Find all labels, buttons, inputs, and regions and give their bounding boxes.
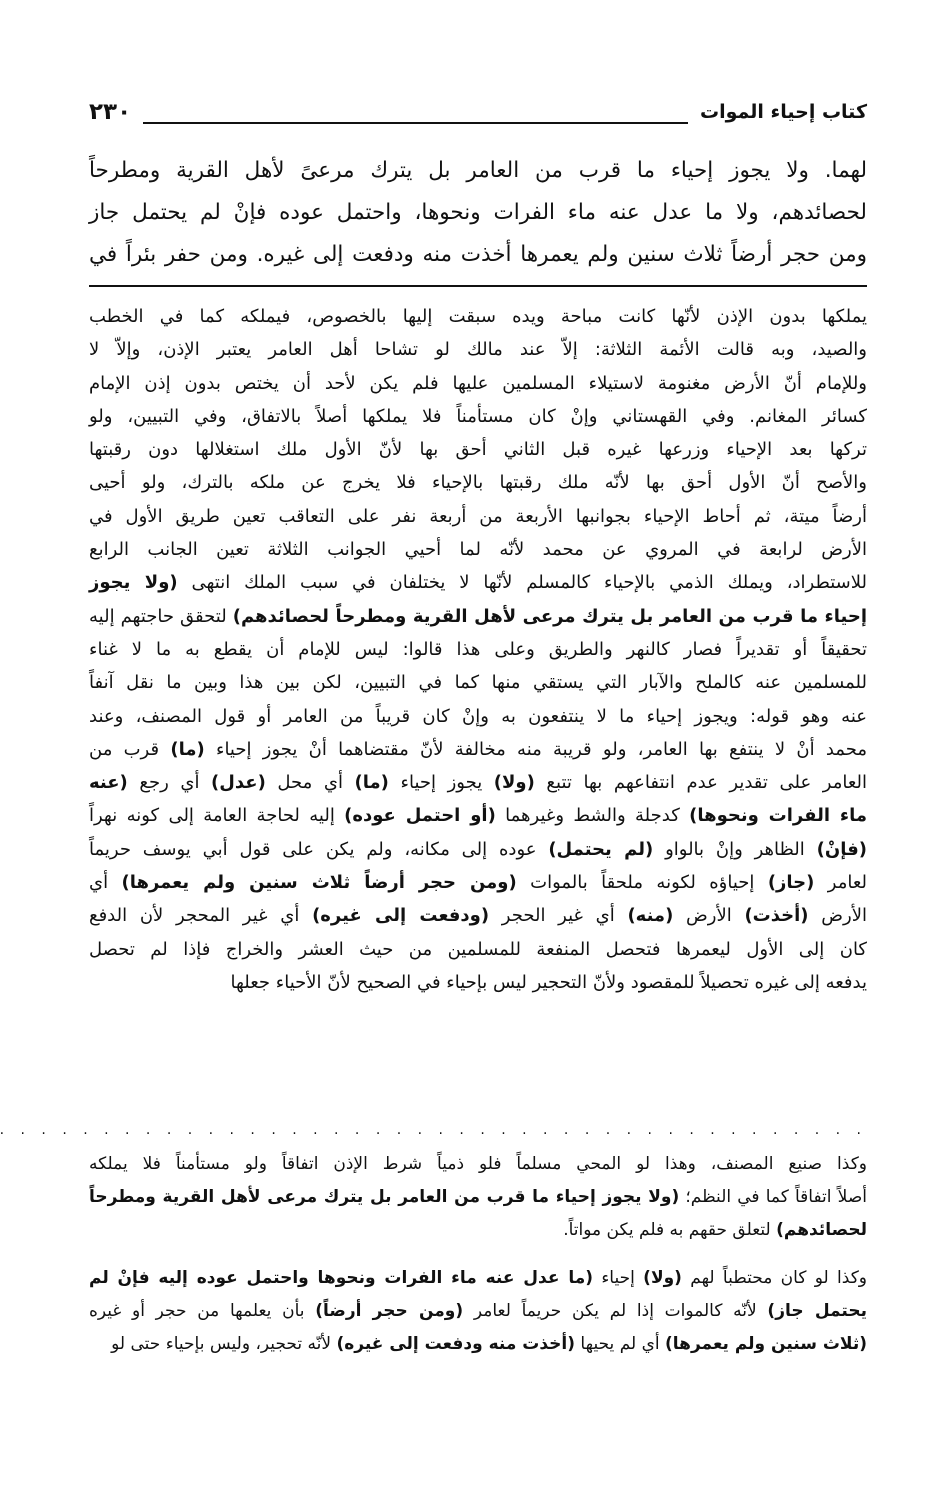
matn-quote: (منه) — [627, 905, 674, 927]
line-segment: وكذا لو كان محتطباً لهم — [681, 1268, 867, 1288]
footnote-paragraph-2 — [89, 1262, 867, 1361]
matn-quote: (أخذت منه ودفعت إلى غيره) — [336, 1334, 576, 1354]
matn-quote: إحياء ما قرب من العامر بل يترك مرعى لأهل القرية ومطرحاً لحصائدهم) — [232, 605, 867, 627]
matn-quote: (جاز) — [767, 872, 815, 894]
matn-quote: (ومن حجر أرضاً ثلاث سنين ولم يعمرها) — [121, 872, 517, 894]
matn-quote: (ولا يجوز إحياء ما قرب من العامر بل يترك مرعى لأهل القرية ومطرحاً — [89, 1187, 680, 1207]
footnote-line — [89, 1262, 867, 1295]
commentary-line — [89, 666, 867, 699]
page-header — [89, 92, 867, 132]
line-segment: يدفعه إلى غيره تحصيلاً للمقصود ولأنّ التحجير ليس بإحياء في الصحيح لأنّ الأحياء جعلها — [230, 971, 867, 993]
main-text-line: ومن حجر أرضاً ثلاث سنين ولم يعمرها أخذت منه ودفعت إلى غيره. ومن حفر بئراً في — [89, 242, 867, 267]
line-segment: والأصح أنّ الأول أحق بها لأنّه ملك رقبتها بالإحياء فلا يخرج عن ملكه بالترك، ولو أحيى — [89, 472, 867, 494]
line-segment: أرضاً ميتة، ثم أحاط الإحياء بجوانبها الأربعة من أربعة نفر على التعاقب تعين طريق الأول في — [89, 505, 867, 527]
line-segment: قرب من — [89, 738, 171, 760]
commentary-line — [89, 500, 867, 533]
footnote-line — [89, 1148, 867, 1181]
commentary-line — [89, 533, 867, 566]
line-segment: أي غير الحجر — [489, 905, 628, 927]
line-segment: كان إلى الأول ليعمرها فتحصل المنفعة للمسلمين من حيث العشر والخراج فإذا لم تحصل — [89, 938, 867, 960]
main-text-separator — [89, 285, 867, 287]
line-segment: للمسلمين عنه كالملح والآبار التي يستقي منها كما في التبيين، لكن بين هذا وبين ما نقل آنفاً — [89, 672, 867, 694]
footnote-line — [89, 1181, 867, 1214]
line-segment: لتحقق حاجتهم إليه — [89, 605, 233, 627]
matn-quote: (أو احتمل عوده) — [344, 805, 496, 827]
commentary-line — [89, 633, 867, 666]
line-segment: تحقيقاً أو تقديراً فصار كالنهر والطريق وعلى هذا قالوا: ليس للإمام أن يقطع به ما لا غناء — [89, 638, 867, 660]
page-number: ٢٣٠ — [89, 99, 132, 125]
line-segment: إحياؤه لكونه ملحقاً بالموات — [516, 872, 768, 894]
matn-quote: يحتمل جاز) — [767, 1301, 867, 1321]
main-text — [89, 150, 867, 276]
line-segment: الظاهر وإنْ بالواو — [653, 838, 817, 860]
commentary-line — [89, 300, 867, 333]
footnote-line — [89, 1328, 867, 1361]
line-segment: والصيد، وبه قالت الأئمة الثلاثة: إلاّ عند مالك لو تشاحا أهل العامر يعتبر الإذن، وإلاّ لا — [89, 339, 867, 361]
commentary-line — [89, 933, 867, 966]
line-segment: إحياء — [593, 1268, 644, 1288]
line-segment: الأرض لرابعة في المروي عن محمد لأنّه لما أحيي الجوانب الثلاثة تعين الجانب الرابع — [89, 539, 867, 561]
line-segment: محمد أنْ لا ينتفع بها العامر، ولو قريبة منه مخالفة لأنّ مقتضاهما أنْ يجوز إحياء — [204, 738, 867, 760]
matn-quote: (ما) — [354, 772, 389, 794]
commentary-line — [89, 400, 867, 433]
matn-quote: (عنه — [89, 772, 128, 794]
line-segment: للاستطراد، ويملك الذمي بالإحياء كالمسلم لأنّها لا يختلفان في سبب الملك انتهى — [177, 572, 867, 594]
commentary-line — [89, 600, 867, 633]
main-text-line: لحصائدهم، ولا ما عدل عنه ماء الفرات ونحوها، واحتمل عوده فإنْ لم يحتمل جاز — [89, 200, 867, 225]
commentary-line — [89, 899, 867, 932]
line-segment: كدجلة والشط وغيرهما — [495, 805, 690, 827]
commentary-line — [89, 799, 867, 832]
commentary-line — [89, 866, 867, 899]
line-segment: كسائر المغانم. وفي القهستاني وإنْ كان مستأمناً فلا يملكها أصلاً بالاتفاق، وفي التبيين، ولو — [89, 405, 867, 427]
matn-quote: ماء الفرات ونحوها) — [689, 805, 867, 827]
book-title: كتاب إحياء الموات — [700, 101, 867, 123]
commentary-line — [89, 700, 867, 733]
line-segment: وكذا صنيع المصنف، وهذا لو المحي مسلماً فلو ذمياً شرط الإذن اتفاقاً ولو مستأمناً فلا يملكه — [89, 1154, 867, 1174]
line-segment: الأرض — [808, 905, 867, 927]
line-segment: بأن يعلمها من حجر أو غيره — [89, 1301, 316, 1321]
matn-quote: (عدل) — [211, 772, 266, 794]
line-segment: الأرض — [673, 905, 745, 927]
line-segment: إليه لحاجة العامة إلى كونه نهراً — [89, 805, 345, 827]
notes-separator: . . . . . . . . . . . . . . . . . . . . . . . . . . . . . . . . . . . . . . . . . . — [0, 1122, 867, 1138]
line-segment: وللإمام أنّ الأرض مغنومة لاستيلاء المسلمين عليها فلم يكن لأحد أن يختص بدون إذن الإمام — [89, 372, 867, 394]
matn-quote: (ما عدل عنه ماء الفرات ونحوها واحتمل عوده إليه فإنْ لم — [89, 1268, 593, 1288]
line-segment: أي — [89, 872, 122, 894]
matn-quote: لحصائدهم) — [776, 1220, 867, 1240]
commentary-line — [89, 433, 867, 466]
commentary-line — [89, 333, 867, 366]
footnote-line — [89, 1214, 867, 1247]
footnote-line — [89, 1295, 867, 1328]
matn-quote: (ثلاث سنين ولم يعمرها) — [665, 1334, 867, 1354]
line-segment: عنه وهو قوله: ويجوز إحياء ما لا ينتفعون به وإنْ كان قريباً من العامر أو قول المصنف، وعند — [89, 705, 867, 727]
footnote-paragraph-1 — [89, 1148, 867, 1247]
commentary-line — [89, 566, 867, 599]
commentary-line — [89, 766, 867, 799]
matn-quote: (ومن حجر أرضاً) — [315, 1301, 464, 1321]
line-segment: أي محل — [265, 772, 355, 794]
commentary-line — [89, 733, 867, 766]
line-segment: لأنّه كالموات إذا لم يكن حريماً لعامر — [463, 1301, 768, 1321]
commentary-block — [89, 300, 867, 999]
line-segment: أصلاً اتفاقاً كما في النظم؛ — [679, 1187, 867, 1207]
line-segment: عوده إلى مكانه، ولم يكن على قول أبي يوسف حريماً — [89, 838, 549, 860]
matn-quote: (ولا) — [493, 772, 535, 794]
matn-quote: (ولا يجوز — [89, 572, 178, 594]
line-segment: لعامر — [814, 872, 868, 894]
line-segment: أي لم يحيها — [575, 1334, 666, 1354]
commentary-line — [89, 833, 867, 866]
line-segment: يجوز إحياء — [388, 772, 494, 794]
line-segment: لتعلق حقهم به فلم يكن مواتاً. — [563, 1220, 777, 1240]
matn-quote: (ودفعت إلى غيره) — [312, 905, 490, 927]
matn-quote: (أخذت) — [744, 905, 809, 927]
commentary-line — [89, 966, 867, 999]
line-segment: العامر على تقدير عدم انتفاعهم بها تتبع — [534, 772, 867, 794]
line-segment: أي رجع — [127, 772, 212, 794]
line-segment: تركها بعد الإحياء وزرعها غيره قبل الثاني أحق بها لأنّ الأول ملك استغلالها دون رقبتها — [89, 439, 867, 461]
header-rule — [143, 122, 688, 124]
commentary-line — [89, 367, 867, 400]
matn-quote: (ولا) — [643, 1268, 682, 1288]
main-text-line: لهما. ولا يجوز إحياء ما قرب من العامر بل يترك مرعىً لأهل القرية ومطرحاً — [89, 158, 867, 183]
line-segment: يملكها بدون الإذن لأنّها كانت مباحة ويده سبقت إليها بالخصوص، فيملكه كما في الخطب — [89, 306, 867, 327]
line-segment: أي غير المحجر لأن الدفع — [89, 905, 313, 927]
matn-quote: (ما) — [170, 738, 205, 760]
commentary-line — [89, 466, 867, 499]
line-segment: لأنّه تحجير، وليس بإحياء حتى لو — [111, 1334, 337, 1354]
matn-quote: (لم يحتمل) — [548, 838, 654, 860]
matn-quote: (فإنْ) — [816, 838, 867, 860]
